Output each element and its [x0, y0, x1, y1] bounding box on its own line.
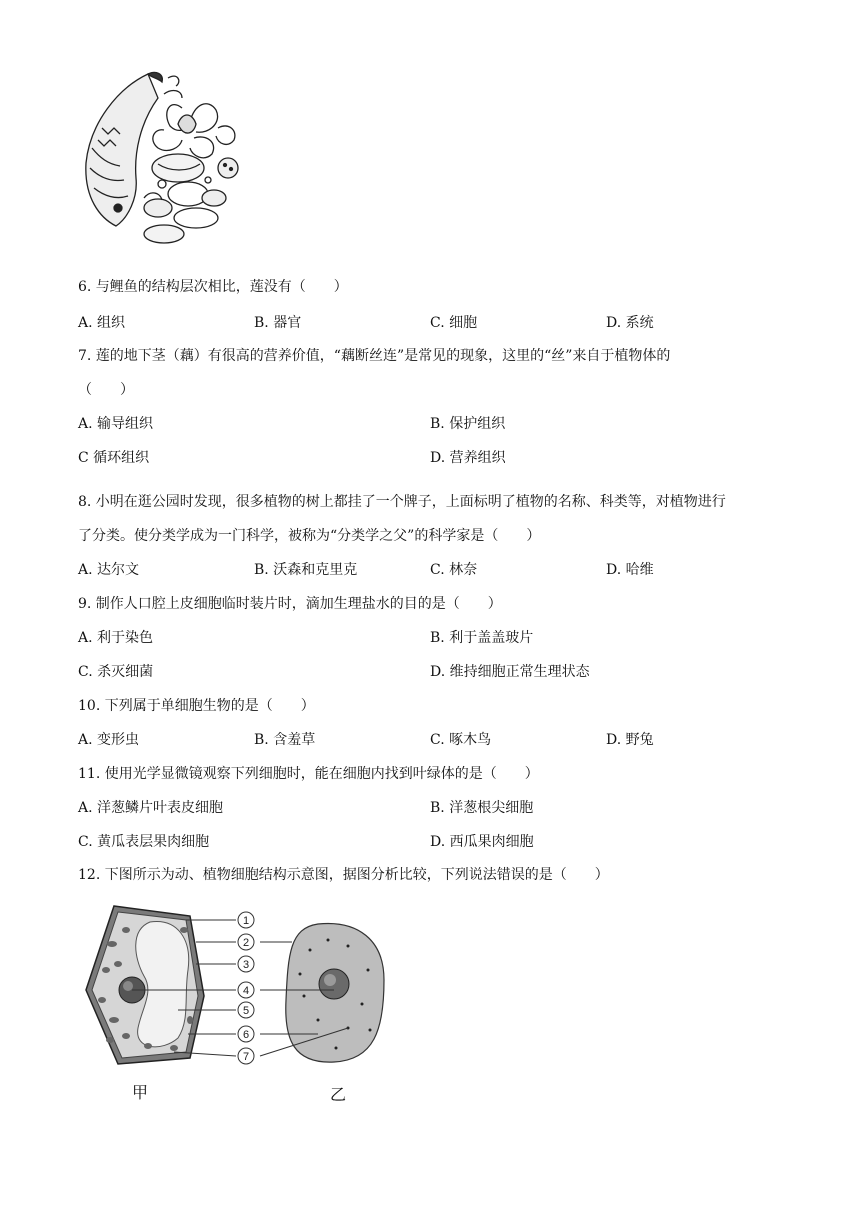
- q8-option-d[interactable]: D. 哈维: [606, 562, 654, 578]
- q9-option-b[interactable]: B. 利于盖盖玻片: [430, 630, 534, 646]
- question-12-stem: 12. 下图所示为动、植物细胞结构示意图，据图分析比较，下列说法错误的是（ ）: [78, 867, 609, 883]
- q10-option-b[interactable]: B. 含羞草: [254, 732, 316, 748]
- q7-option-d[interactable]: D. 营养组织: [430, 450, 506, 466]
- question-9-stem: 9. 制作人口腔上皮细胞临时装片时，滴加生理盐水的目的是（ ）: [78, 596, 502, 612]
- plant-cell: [86, 906, 204, 1064]
- q11-option-a[interactable]: A. 洋葱鳞片叶表皮细胞: [78, 800, 224, 816]
- question-11-stem: 11. 使用光学显微镜观察下列细胞时，能在细胞内找到叶绿体的是（ ）: [78, 766, 539, 782]
- q7-option-b[interactable]: B. 保护组织: [430, 416, 506, 432]
- label-4: 4: [242, 985, 250, 997]
- q6-option-d[interactable]: D. 系统: [606, 315, 654, 331]
- question-7-stem-cont: （ ）: [78, 382, 134, 398]
- lotus-carp-illustration: [78, 68, 250, 252]
- q10-option-a[interactable]: A. 变形虫: [78, 732, 140, 748]
- q6-option-b[interactable]: B. 器官: [254, 315, 302, 331]
- label-5: 5: [242, 1005, 250, 1017]
- q8-option-a[interactable]: A. 达尔文: [78, 562, 140, 578]
- q9-option-a[interactable]: A. 利于染色: [78, 630, 154, 646]
- q8-option-c[interactable]: C. 林奈: [430, 562, 478, 578]
- q7-option-c[interactable]: C 循环组织: [78, 450, 150, 466]
- question-7-stem: 7. 莲的地下茎（藕）有很高的营养价值，“藕断丝连”是常见的现象，这里的“丝”来自于植物体的: [78, 348, 671, 364]
- cell-structure-diagram: [78, 900, 398, 1110]
- label-6: 6: [242, 1029, 250, 1041]
- animal-cell: [286, 923, 384, 1062]
- q11-option-d[interactable]: D. 西瓜果肉细胞: [430, 834, 534, 850]
- q6-option-a[interactable]: A. 组织: [78, 315, 126, 331]
- q9-option-c[interactable]: C. 杀灭细菌: [78, 664, 154, 680]
- question-8-stem-cont: 了分类。使分类学成为一门科学，被称为“分类学之父”的科学家是（ ）: [78, 528, 541, 544]
- label-3: 3: [242, 959, 250, 971]
- question-10-stem: 10. 下列属于单细胞生物的是（ ）: [78, 698, 315, 714]
- label-7: 7: [242, 1051, 250, 1063]
- q10-option-c[interactable]: C. 啄木鸟: [430, 732, 492, 748]
- q8-option-b[interactable]: B. 沃森和克里克: [254, 562, 358, 578]
- question-6-stem: 6. 与鲤鱼的结构层次相比，莲没有（ ）: [78, 279, 348, 295]
- q11-option-c[interactable]: C. 黄瓜表层果肉细胞: [78, 834, 210, 850]
- label-1: 1: [242, 915, 250, 927]
- q6-option-c[interactable]: C. 细胞: [430, 315, 478, 331]
- label-2: 2: [242, 937, 250, 949]
- q11-option-b[interactable]: B. 洋葱根尖细胞: [430, 800, 534, 816]
- animal-cell-caption: 乙: [329, 1087, 347, 1104]
- plant-cell-caption: 甲: [131, 1085, 149, 1102]
- q7-option-a[interactable]: A. 输导组织: [78, 416, 154, 432]
- q10-option-d[interactable]: D. 野兔: [606, 732, 654, 748]
- q9-option-d[interactable]: D. 维持细胞正常生理状态: [430, 664, 590, 680]
- question-8-stem: 8. 小明在逛公园时发现，很多植物的树上都挂了一个牌子，上面标明了植物的名称、科类等，对植物进行: [78, 494, 726, 510]
